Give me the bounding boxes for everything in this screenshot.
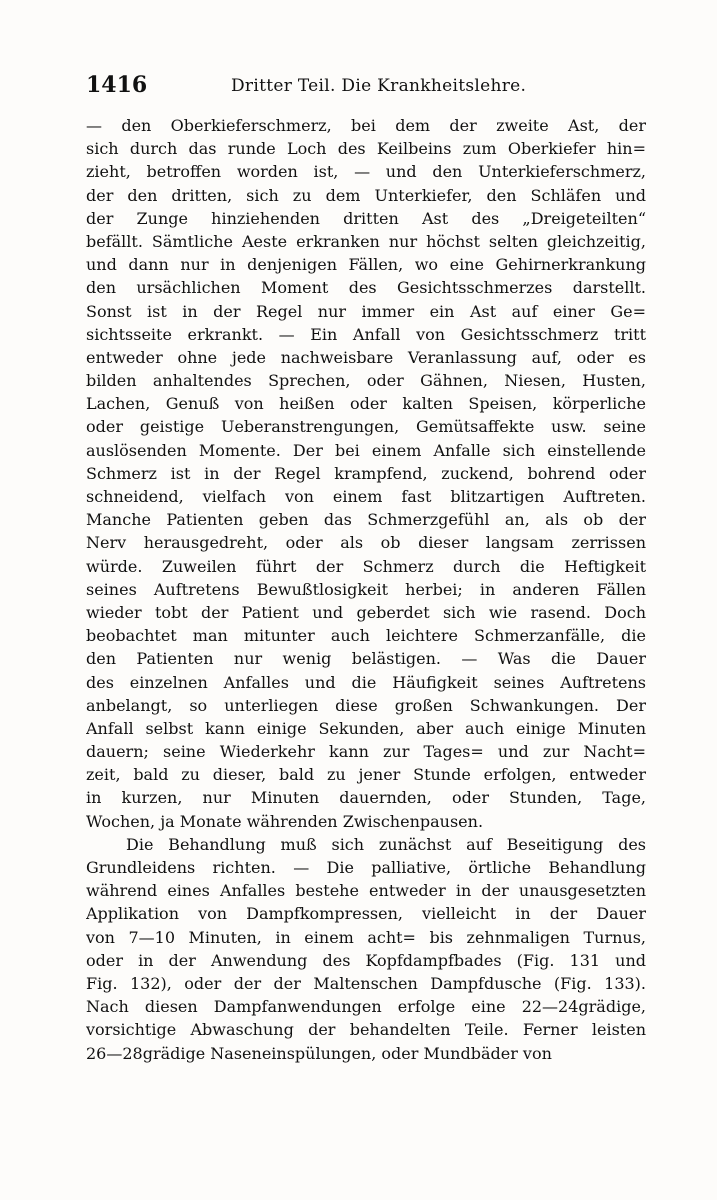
text-line: wieder tobt der Patient und geberdet sich wie rasend. Doch [86, 602, 646, 622]
text-line: Applikation von Dampfkompressen, vielleicht in der Dauer [86, 904, 646, 924]
text-line: Die Behandlung muß sich zunächst auf Beseitigung des [126, 834, 646, 854]
text-line: seines Auftretens Bewußtlosigkeit herbei; in anderen Fällen [86, 579, 646, 599]
text-line: zieht, betroffen worden ist, — und den Unterkieferschmerz, [86, 162, 646, 182]
text-line: 26—28grädige Naseneinspülungen, oder Mundbäder von [86, 1043, 552, 1063]
text-line: sich durch das runde Loch des Keilbeins zum Oberkiefer hin= [86, 139, 646, 159]
text-line: würde. Zuweilen führt der Schmerz durch die Heftigkeit [86, 556, 646, 576]
text-line: den Patienten nur wenig belästigen. — Was die Dauer [86, 649, 646, 669]
text-line: entweder ohne jede nachweisbare Veranlassung auf, oder es [86, 347, 646, 367]
text-line: des einzelnen Anfalles und die Häufigkeit seines Auftretens [86, 672, 646, 692]
text-line: auslösenden Momente. Der bei einem Anfalle sich einstellende [86, 440, 646, 460]
text-line: vorsichtige Abwaschung der behandelten Teile. Ferner leisten [86, 1020, 646, 1040]
body-text [86, 114, 646, 1065]
text-line: — den Oberkieferschmerz, bei dem der zweite Ast, der [86, 116, 646, 135]
text-line: den ursächlichen Moment des Gesichtsschmerzes darstellt. [86, 278, 646, 298]
text-line: zeit, bald zu dieser, bald zu jener Stunde erfolgen, entweder [86, 765, 646, 785]
text-line: der den dritten, sich zu dem Unterkiefer, den Schläfen und [86, 185, 646, 205]
text-line: der Zunge hinziehenden dritten Ast des „Dreigeteilten“ [86, 208, 646, 228]
text-line: Schmerz ist in der Regel krampfend, zuckend, bohrend oder [86, 463, 646, 483]
text-line: beobachtet man mitunter auch leichtere Schmerzanfälle, die [86, 626, 646, 646]
text-line: anbelangt, so unterliegen diese großen Schwankungen. Der [86, 695, 646, 715]
text-line: befällt. Sämtliche Aeste erkranken nur höchst selten gleichzeitig, [86, 231, 646, 251]
text-line: während eines Anfalles bestehe entweder in der unausgesetzten [86, 881, 646, 901]
text-line: in kurzen, nur Minuten dauernden, oder Stunden, Tage, [86, 788, 646, 808]
text-line: Manche Patienten geben das Schmerzgefühl an, als ob der [86, 510, 646, 530]
text-line: Nerv herausgedreht, oder als ob dieser langsam zerrissen [86, 533, 646, 553]
text-line: Wochen, ja Monate währenden Zwischenpausen. [86, 811, 484, 831]
text-line: Nach diesen Dampfanwendungen erfolge eine 22—24grädige, [86, 997, 646, 1017]
text-line: Anfall selbst kann einige Sekunden, aber auch einige Minuten [86, 718, 646, 738]
text-line: Sonst ist in der Regel nur immer ein Ast auf einer Ge= [86, 301, 646, 321]
text-line: von 7—10 Minuten, in einem acht= bis zehnmaligen Turnus, [86, 927, 646, 947]
text-line: oder in der Anwendung des Kopfdampfbades (Fig. 131 und [86, 950, 646, 970]
text-line: Lachen, Genuß von heißen oder kalten Speisen, körperliche [86, 394, 646, 414]
text-line: und dann nur in denjenigen Fällen, wo eine Gehirnerkrankung [86, 255, 646, 275]
page-header [86, 72, 646, 102]
text-line: schneidend, vielfach von einem fast blitzartigen Auftreten. [86, 487, 646, 506]
running-head: Dritter Teil. Die Krankheitslehre. [231, 76, 527, 96]
text-line: sichtsseite erkrankt. — Ein Anfall von Gesichtsschmerz tritt [86, 324, 646, 344]
text-line: bilden anhaltendes Sprechen, oder Gähnen, Niesen, Husten, [86, 371, 646, 391]
text-line: Fig. 132), oder der der Maltenschen Dampfdusche (Fig. 133). [86, 973, 646, 993]
text-line: dauern; seine Wiederkehr kann zur Tages= und zur Nacht= [86, 742, 646, 762]
page-number: 1416 [86, 72, 148, 98]
text-line: Grundleidens richten. — Die palliative, örtliche Behandlung [86, 858, 646, 877]
text-line: oder geistige Ueberanstrengungen, Gemütsaffekte usw. seine [86, 417, 646, 437]
